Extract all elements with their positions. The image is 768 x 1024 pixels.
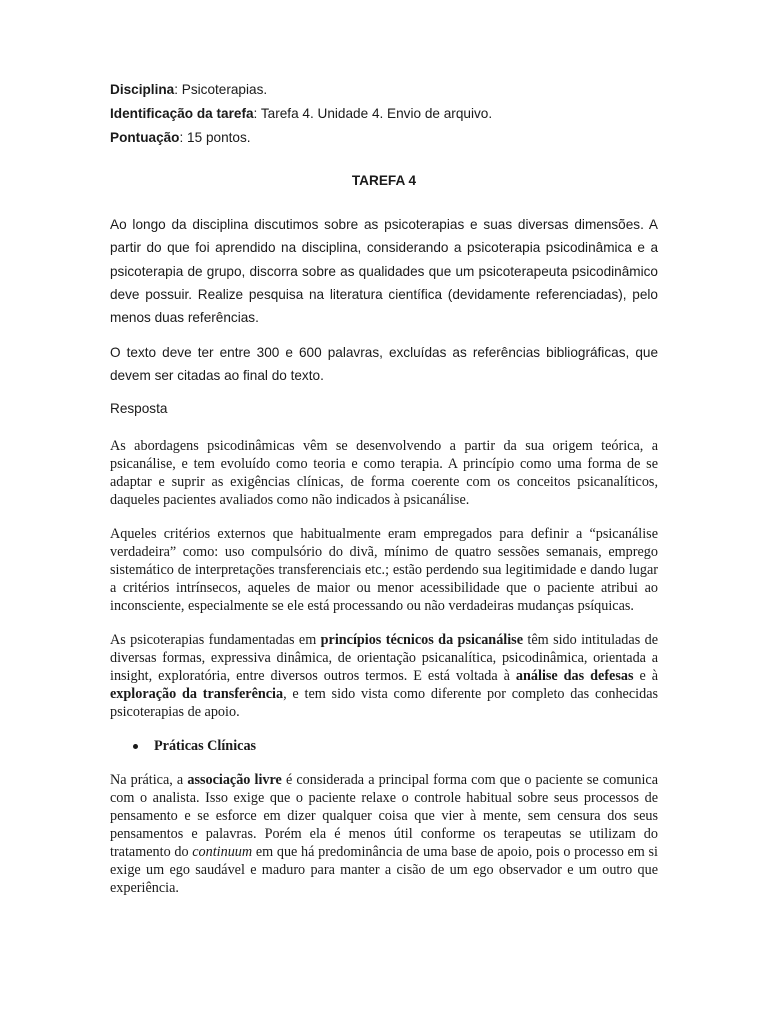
p3-bold-analise-defesas: análise das defesas — [515, 668, 634, 685]
p3-text-c: têm sido intituladas de diversas formas, expressiva dinâmica, de orientação psicanalítica, psicodinâmica, orientada a insight, exploratória, entre diversos outros termos. E está voltada à — [110, 632, 659, 685]
document-page — [110, 78, 658, 897]
instructions-paragraph-1: Ao longo da disciplina discutimos sobre as psicoterapias e suas diversas dimensões. A partir do que foi aprendido na disciplina, considerando a psicoterapia psicodinâmica e a psicoterapia de grupo, discorra sobre as qualidades que um psicoterapeuta psicodinâmico deve possuir. Realize pesquisa na literatura científica (devidamente referenciadas), pelo menos duas referências. — [110, 217, 658, 326]
pontuacao-line — [110, 126, 658, 150]
p3-text-e: e à — [633, 668, 658, 685]
p4-bold-associacao-livre: associação livre — [187, 772, 282, 789]
disciplina-value: : Psicoterapias. — [174, 82, 268, 97]
identificacao-value: : Tarefa 4. Unidade 4. Envio de arquivo. — [253, 106, 493, 121]
pontuacao-value: : 15 pontos. — [179, 130, 251, 145]
p3-text-a: As psicoterapias fundamentadas em — [110, 632, 321, 649]
disciplina-line — [110, 78, 658, 102]
p4-text-c: é considerada a principal forma com que o paciente se comunica com o analista. Isso exige que o paciente relaxe o controle habitual sobre seus processos de pensamento e se esforce em dizer qualquer coisa que vier à mente, sem censura dos seus pensamentos e palavras. Porém ela é menos útil conforme os terapeutas se utilizam do tratamento do — [110, 772, 658, 861]
p4-italic-continuum: continuum — [192, 844, 253, 861]
pontuacao-label: Pontuação — [110, 130, 180, 145]
bullet-label: Práticas Clínicas — [154, 738, 257, 755]
disciplina-label: Disciplina — [110, 82, 175, 97]
answer-paragraph-1: As abordagens psicodinâmicas vêm se desenvolvendo a partir da sua origem teórica, a psicanálise, e tem evoluído como teoria e como terapia. A princípio como uma forma de se adaptar e suprir as exigências clínicas, de forma coerente com os conceitos psicanalíticos, daqueles pacientes avaliados como não indicados à psicanálise. — [110, 438, 658, 509]
identificacao-label: Identificação da tarefa — [110, 106, 254, 121]
resposta-heading: Resposta — [110, 401, 168, 417]
p4-text-a: Na prática, a — [110, 772, 188, 789]
instructions-paragraph-2: O texto deve ter entre 300 e 600 palavras, excluídas as referências bibliográficas, que devem ser citadas ao final do texto. — [110, 345, 658, 384]
answer-paragraph-2: Aqueles critérios externos que habitualmente eram empregados para definir a “psicanálise verdadeira” como: uso compulsório do divã, mínimo de quatro sessões semanais, emprego sistemático de interpretações transferenciais etc.; estão perdendo sua legitimidade e dando lugar a critérios intrínsecos, aqueles de maior ou menor acessibilidade que o paciente atribui ao inconsciente, especialmente se ele está processando ou não verdadeiras mudanças psíquicas. — [110, 526, 658, 615]
page-title: TAREFA 4 — [351, 173, 417, 188]
answer-paragraph-3 — [110, 631, 658, 721]
bullet-dot-icon — [133, 744, 138, 749]
bullet-item-praticas — [110, 737, 658, 755]
answer-paragraph-4 — [110, 771, 658, 897]
p4-text-e: em que há predominância de uma base de apoio, pois o processo em si exige um ego saudável e maduro para manter a cisão de um ego observador e um outro que experiência. — [110, 844, 658, 897]
p3-text-g: , e tem sido vista como diferente por completo das conhecidas psicoterapias de apoio. — [110, 686, 659, 721]
p3-bold-exploracao-transferencia: exploração da transferência — [110, 686, 284, 703]
p3-bold-principios: princípios técnicos da psicanálise — [320, 632, 523, 649]
identificacao-line — [110, 102, 658, 126]
